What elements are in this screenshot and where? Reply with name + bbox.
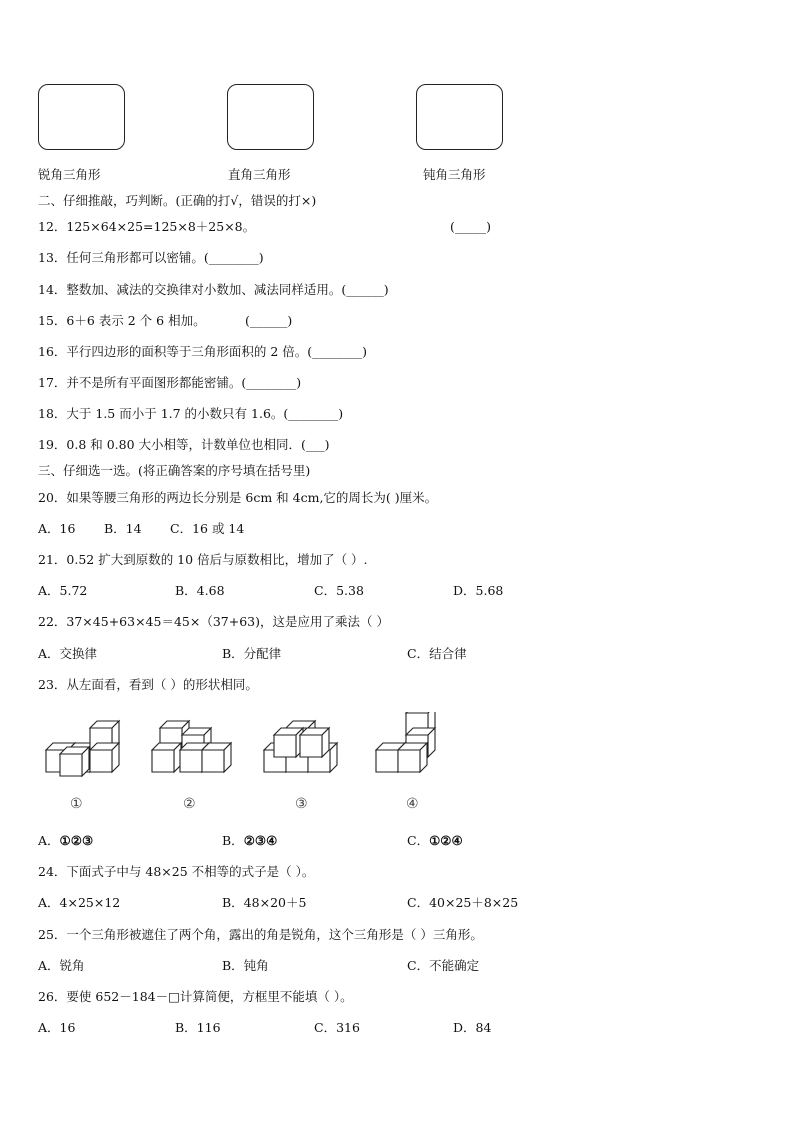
- figure-label-2: ②: [183, 796, 196, 812]
- q23-option-b-value: ②③④: [243, 833, 278, 848]
- answer-box-acute[interactable]: [38, 84, 125, 150]
- label-obtuse-triangle: 钝角三角形: [423, 167, 486, 182]
- q20-option-b[interactable]: B．14: [104, 521, 142, 536]
- q26-option-d[interactable]: D．84: [453, 1020, 492, 1035]
- answer-box-obtuse[interactable]: [416, 84, 503, 150]
- question-17: 17．并不是所有平面图形都能密铺。(________): [38, 375, 302, 390]
- q22-option-b[interactable]: B．分配律: [222, 646, 282, 661]
- question-23: 23．从左面看，看到（ ）的形状相同。: [38, 677, 258, 692]
- q21-option-a[interactable]: A．5.72: [38, 583, 88, 598]
- q24-option-b[interactable]: B．48×20＋5: [222, 895, 307, 910]
- q20-option-c[interactable]: C．16 或 14: [170, 521, 245, 536]
- label-acute-triangle: 锐角三角形: [38, 167, 101, 182]
- figure-label-4: ④: [406, 796, 419, 812]
- question-20: 20．如果等腰三角形的两边长分别是 6cm 和 4cm,它的周长为( )厘米。: [38, 490, 438, 505]
- q26-option-b[interactable]: B．116: [175, 1020, 221, 1035]
- q23-option-a[interactable]: [38, 833, 93, 849]
- q22-option-a[interactable]: A．交换律: [38, 646, 98, 661]
- section3-heading: 三、仔细选一选。(将正确答案的序号填在括号里): [38, 463, 311, 478]
- question-26: 26．要使 652－184－□计算简便，方框里不能填（ ）。: [38, 989, 353, 1004]
- cube-face: [180, 750, 202, 772]
- label-right-triangle: 直角三角形: [228, 167, 291, 182]
- question-24: 24．下面式子中与 48×25 不相等的式子是（ ）。: [38, 864, 315, 879]
- q26-option-a[interactable]: A．16: [38, 1020, 76, 1035]
- question-15: 15．6＋6 表示 2 个 6 相加。: [38, 313, 206, 328]
- answer-box-right[interactable]: [227, 84, 314, 150]
- cube-face: [152, 750, 174, 772]
- cube-face: [274, 735, 296, 757]
- question-19: 19．0.8 和 0.80 大小相等，计数单位也相同．(___): [38, 437, 330, 452]
- q23-option-c-letter: C．: [407, 833, 430, 848]
- q24-option-c[interactable]: C．40×25＋8×25: [407, 895, 519, 910]
- question-13: 13．任何三角形都可以密铺。(________): [38, 250, 264, 265]
- q25-option-c[interactable]: C．不能确定: [407, 958, 480, 973]
- q23-option-c-value: ①②④: [429, 833, 463, 848]
- question-14: 14．整数加、减法的交换律对小数加、减法同样适用。(______): [38, 282, 389, 297]
- cube-face: [376, 750, 398, 772]
- question-15-blank[interactable]: (______): [245, 313, 293, 328]
- question-22: 22．37×45+63×45＝45×（37+63)，这是应用了乘法（ ）: [38, 614, 389, 629]
- q23-option-b-letter: B．: [222, 833, 244, 848]
- figure-label-3: ③: [295, 796, 308, 812]
- q26-option-c[interactable]: C．316: [314, 1020, 360, 1035]
- figure-label-1: ①: [70, 796, 83, 812]
- q21-option-c[interactable]: C．5.38: [314, 583, 364, 598]
- q23-option-a-letter: A．: [38, 833, 60, 848]
- q20-option-a[interactable]: A．16: [38, 521, 76, 536]
- q25-option-a[interactable]: A．锐角: [38, 958, 85, 973]
- q24-option-a[interactable]: A．4×25×12: [38, 895, 121, 910]
- section2-heading: 二、仔细推敲，巧判断。(正确的打√，错误的打×): [38, 193, 317, 208]
- question-25: 25．一个三角形被遮住了两个角，露出的角是锐角，这个三角形是（ ）三角形。: [38, 927, 483, 942]
- q25-option-b[interactable]: B．钝角: [222, 958, 269, 973]
- cube-face: [90, 750, 112, 772]
- question-16: 16．平行四边形的面积等于三角形面积的 2 倍。(________): [38, 344, 368, 359]
- question-12-blank[interactable]: (_____): [450, 219, 492, 234]
- cube-face: [398, 750, 420, 772]
- q21-option-d[interactable]: D．5.68: [453, 583, 504, 598]
- question-18: 18．大于 1.5 而小于 1.7 的小数只有 1.6。(________): [38, 406, 344, 421]
- cube-face: [300, 735, 322, 757]
- q23-option-c[interactable]: [407, 833, 463, 849]
- q22-option-c[interactable]: C．结合律: [407, 646, 467, 661]
- q23-option-b[interactable]: [222, 833, 277, 849]
- question-12: 12．125×64×25=125×8＋25×8。: [38, 219, 256, 234]
- q21-option-b[interactable]: B．4.68: [175, 583, 225, 598]
- cube-face: [60, 754, 82, 776]
- q23-option-a-value: ①②③: [59, 833, 94, 848]
- cube-face: [202, 750, 224, 772]
- question-21: 21．0.52 扩大到原数的 10 倍后与原数相比，增加了（ ）.: [38, 552, 368, 567]
- cube-figures: [38, 712, 458, 822]
